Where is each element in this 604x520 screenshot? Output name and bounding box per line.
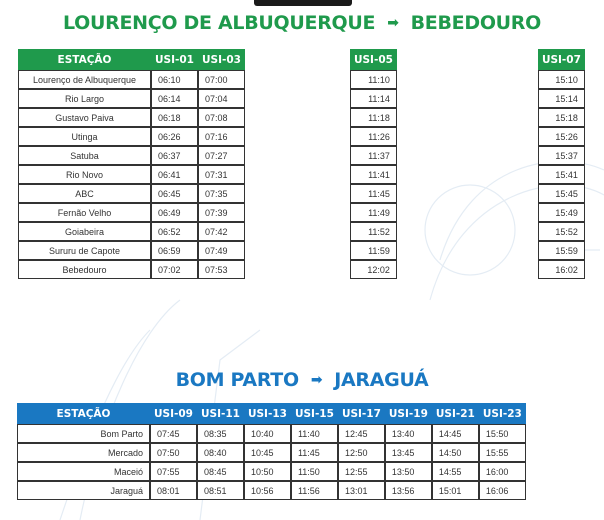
time-cell: 07:50	[150, 443, 197, 462]
time-cell: 06:37	[151, 146, 198, 165]
time-cell: 13:45	[385, 443, 432, 462]
time-cell: 15:52	[538, 222, 585, 241]
time-cell: 10:45	[244, 443, 291, 462]
time-cell: 13:50	[385, 462, 432, 481]
header-usi-05: USI-05	[350, 49, 397, 70]
time-cell: 15:01	[432, 481, 479, 500]
time-cell: 15:10	[538, 70, 585, 89]
time-cell: 08:51	[197, 481, 244, 500]
table-row	[17, 443, 526, 462]
time-cell: 06:10	[151, 70, 198, 89]
header-estação: ESTAÇÃO	[18, 49, 151, 70]
table-row	[18, 127, 585, 146]
time-cell: 07:35	[198, 184, 245, 203]
time-cell: 12:50	[338, 443, 385, 462]
time-cell: 11:59	[350, 241, 397, 260]
time-cell: 11:14	[350, 89, 397, 108]
time-cell: 07:42	[198, 222, 245, 241]
station-cell: Gustavo Paiva	[18, 108, 151, 127]
time-cell: 08:45	[197, 462, 244, 481]
table-row	[18, 203, 585, 222]
right-arrow-icon: ➡	[387, 15, 399, 31]
time-cell: 11:10	[350, 70, 397, 89]
table-row	[18, 184, 585, 203]
column-gap	[397, 260, 538, 279]
time-cell: 15:49	[538, 203, 585, 222]
station-cell: Satuba	[18, 146, 151, 165]
time-cell: 11:18	[350, 108, 397, 127]
station-cell: Goiabeira	[18, 222, 151, 241]
column-gap	[245, 70, 350, 89]
header-usi-03: USI-03	[198, 49, 245, 70]
time-cell: 15:41	[538, 165, 585, 184]
column-gap	[245, 184, 350, 203]
time-cell: 07:04	[198, 89, 245, 108]
time-cell: 07:45	[150, 424, 197, 443]
header-usi-09: USI-09	[150, 403, 197, 424]
time-cell: 06:59	[151, 241, 198, 260]
time-cell: 06:18	[151, 108, 198, 127]
table-row	[17, 424, 526, 443]
column-gap	[245, 165, 350, 184]
time-cell: 15:55	[479, 443, 526, 462]
header-gap	[397, 49, 538, 70]
header-usi-19: USI-19	[385, 403, 432, 424]
time-cell: 15:14	[538, 89, 585, 108]
time-cell: 15:37	[538, 146, 585, 165]
time-cell: 10:50	[244, 462, 291, 481]
column-gap	[245, 222, 350, 241]
time-cell: 07:55	[150, 462, 197, 481]
column-gap	[245, 146, 350, 165]
time-cell: 12:45	[338, 424, 385, 443]
route2-timetable	[17, 403, 526, 500]
table-row	[18, 89, 585, 108]
route1-destination: BEBEDOURO	[410, 12, 541, 34]
station-cell: Jaraguá	[17, 481, 150, 500]
time-cell: 11:45	[350, 184, 397, 203]
header-row	[18, 49, 585, 70]
column-gap	[245, 89, 350, 108]
station-cell: Bebedouro	[18, 260, 151, 279]
time-cell: 10:56	[244, 481, 291, 500]
route1-origin: LOURENÇO DE ALBUQUERQUE	[63, 12, 376, 34]
time-cell: 07:16	[198, 127, 245, 146]
table-row	[17, 462, 526, 481]
time-cell: 11:26	[350, 127, 397, 146]
header-estação: ESTAÇÃO	[17, 403, 150, 424]
time-cell: 16:06	[479, 481, 526, 500]
time-cell: 11:37	[350, 146, 397, 165]
time-cell: 15:18	[538, 108, 585, 127]
time-cell: 16:00	[479, 462, 526, 481]
route1-title	[0, 12, 604, 34]
time-cell: 13:40	[385, 424, 432, 443]
table-row	[17, 481, 526, 500]
time-cell: 07:00	[198, 70, 245, 89]
time-cell: 06:52	[151, 222, 198, 241]
time-cell: 07:49	[198, 241, 245, 260]
station-cell: Rio Largo	[18, 89, 151, 108]
route2-origin: BOM PARTO	[175, 369, 299, 391]
table-row	[18, 260, 585, 279]
column-gap	[245, 241, 350, 260]
time-cell: 07:39	[198, 203, 245, 222]
time-cell: 08:40	[197, 443, 244, 462]
time-cell: 08:35	[197, 424, 244, 443]
route2-destination: JARAGUÁ	[334, 369, 429, 391]
station-cell: ABC	[18, 184, 151, 203]
table-row	[18, 165, 585, 184]
station-cell: Lourenço de Albuquerque	[18, 70, 151, 89]
header-usi-11: USI-11	[197, 403, 244, 424]
time-cell: 11:40	[291, 424, 338, 443]
column-gap	[245, 127, 350, 146]
time-cell: 11:41	[350, 165, 397, 184]
time-cell: 07:02	[151, 260, 198, 279]
station-cell: Utinga	[18, 127, 151, 146]
time-cell: 12:55	[338, 462, 385, 481]
column-gap	[397, 127, 538, 146]
column-gap	[245, 260, 350, 279]
column-gap	[397, 70, 538, 89]
column-gap	[397, 165, 538, 184]
header-usi-21: USI-21	[432, 403, 479, 424]
time-cell: 16:02	[538, 260, 585, 279]
column-gap	[245, 108, 350, 127]
time-cell: 08:01	[150, 481, 197, 500]
time-cell: 10:40	[244, 424, 291, 443]
time-cell: 06:49	[151, 203, 198, 222]
station-cell: Sururu de Capote	[18, 241, 151, 260]
header-usi-01: USI-01	[151, 49, 198, 70]
header-usi-23: USI-23	[479, 403, 526, 424]
time-cell: 07:31	[198, 165, 245, 184]
time-cell: 11:52	[350, 222, 397, 241]
time-cell: 15:50	[479, 424, 526, 443]
table-row	[18, 241, 585, 260]
time-cell: 15:59	[538, 241, 585, 260]
time-cell: 06:45	[151, 184, 198, 203]
time-cell: 07:53	[198, 260, 245, 279]
time-cell: 14:45	[432, 424, 479, 443]
column-gap	[397, 89, 538, 108]
time-cell: 15:26	[538, 127, 585, 146]
time-cell: 11:50	[291, 462, 338, 481]
time-cell: 13:56	[385, 481, 432, 500]
table-row	[18, 146, 585, 165]
time-cell: 07:08	[198, 108, 245, 127]
time-cell: 11:49	[350, 203, 397, 222]
time-cell: 07:27	[198, 146, 245, 165]
station-cell: Bom Parto	[17, 424, 150, 443]
column-gap	[245, 203, 350, 222]
column-gap	[397, 222, 538, 241]
station-cell: Maceió	[17, 462, 150, 481]
header-gap	[245, 49, 350, 70]
time-cell: 06:41	[151, 165, 198, 184]
time-cell: 06:26	[151, 127, 198, 146]
table-row	[18, 222, 585, 241]
route1-timetable	[18, 49, 585, 279]
route2-title	[0, 369, 604, 391]
time-cell: 11:45	[291, 443, 338, 462]
time-cell: 13:01	[338, 481, 385, 500]
time-cell: 11:56	[291, 481, 338, 500]
column-gap	[397, 146, 538, 165]
header-usi-17: USI-17	[338, 403, 385, 424]
header-usi-13: USI-13	[244, 403, 291, 424]
column-gap	[397, 108, 538, 127]
time-cell: 14:55	[432, 462, 479, 481]
right-arrow-icon: ➡	[310, 372, 323, 388]
column-gap	[397, 203, 538, 222]
top-notch	[254, 0, 352, 6]
time-cell: 06:14	[151, 89, 198, 108]
column-gap	[397, 184, 538, 203]
station-cell: Mercado	[17, 443, 150, 462]
station-cell: Rio Novo	[18, 165, 151, 184]
time-cell: 12:02	[350, 260, 397, 279]
header-row	[17, 403, 526, 424]
time-cell: 14:50	[432, 443, 479, 462]
table-row	[18, 70, 585, 89]
table-row	[18, 108, 585, 127]
time-cell: 15:45	[538, 184, 585, 203]
station-cell: Fernão Velho	[18, 203, 151, 222]
header-usi-07: USI-07	[538, 49, 585, 70]
column-gap	[397, 241, 538, 260]
header-usi-15: USI-15	[291, 403, 338, 424]
